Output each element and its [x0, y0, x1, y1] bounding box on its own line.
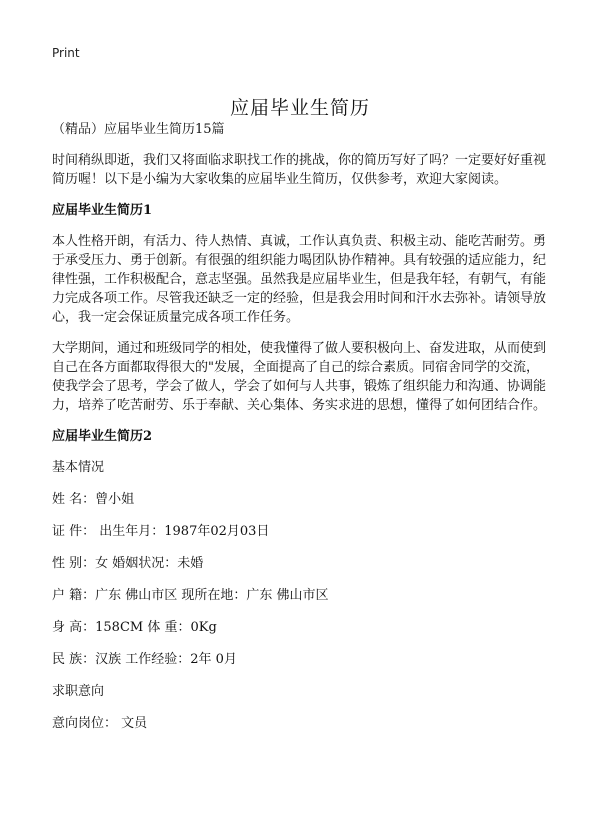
section-heading-2: 应届毕业生简历2	[52, 429, 153, 444]
info-line: 求职意向	[52, 684, 105, 699]
info-line: 证 件： 出生年月：1987年02月03日	[52, 524, 270, 539]
info-line: 身 高：158CM 体 重：0Kg	[52, 620, 217, 635]
document-subtitle: （精品）应届毕业生简历15篇	[52, 122, 225, 137]
section1-paragraph: 大学期间，通过和班级同学的相处，使我懂得了做人要积极向上、奋发进取，从而使到自己在各方面都取得很大的"发展，全面提高了自己的综合素质。同宿舍同学的交流，使我学会了思考，学会了做人，学会了如何与人共事，锻炼了组织能力和沟通、协调能力，培养了吃苦耐劳、乐于奉献、关心集体、务实求进的思想，懂得了如何团结合作。	[52, 341, 547, 413]
info-line: 姓 名：曾小姐	[52, 492, 135, 507]
section-heading-1: 应届毕业生简历1	[52, 203, 153, 218]
intro-paragraph: 时间稍纵即逝，我们又将面临求职找工作的挑战，你的简历写好了吗？一定要好好重视简历喔！以下是小编为大家收集的应届毕业生简历，仅供参考，欢迎大家阅读。	[52, 153, 547, 187]
info-line: 民 族：汉族 工作经验：2年 0月	[52, 652, 237, 667]
info-line: 基本情况	[52, 460, 105, 475]
section1-paragraph: 本人性格开朗，有活力、待人热情、真诚，工作认真负责、积极主动、能吃苦耐劳。勇于承受压力、勇于创新。有很强的组织能力喝团队协作精神。具有较强的适应能力，纪律性强，工作积极配合，意志坚强。虽然我是应届毕业生，但是我年轻，有朝气，有能力完成各项工作。尽管我还缺乏一定的经验，但是我会用时间和汗水去弥补。请领导放心，我一定会保证质量完成各项工作任务。	[52, 234, 547, 325]
info-line: 户 籍：广东 佛山市区 现所在地：广东 佛山市区	[52, 588, 329, 603]
info-line: 意向岗位： 文员	[52, 716, 148, 731]
print-label: Print	[52, 46, 80, 60]
document-title: 应届毕业生简历	[229, 96, 370, 119]
info-line: 性 别：女 婚姻状况：未婚	[52, 556, 204, 571]
document-body	[52, 120, 548, 746]
